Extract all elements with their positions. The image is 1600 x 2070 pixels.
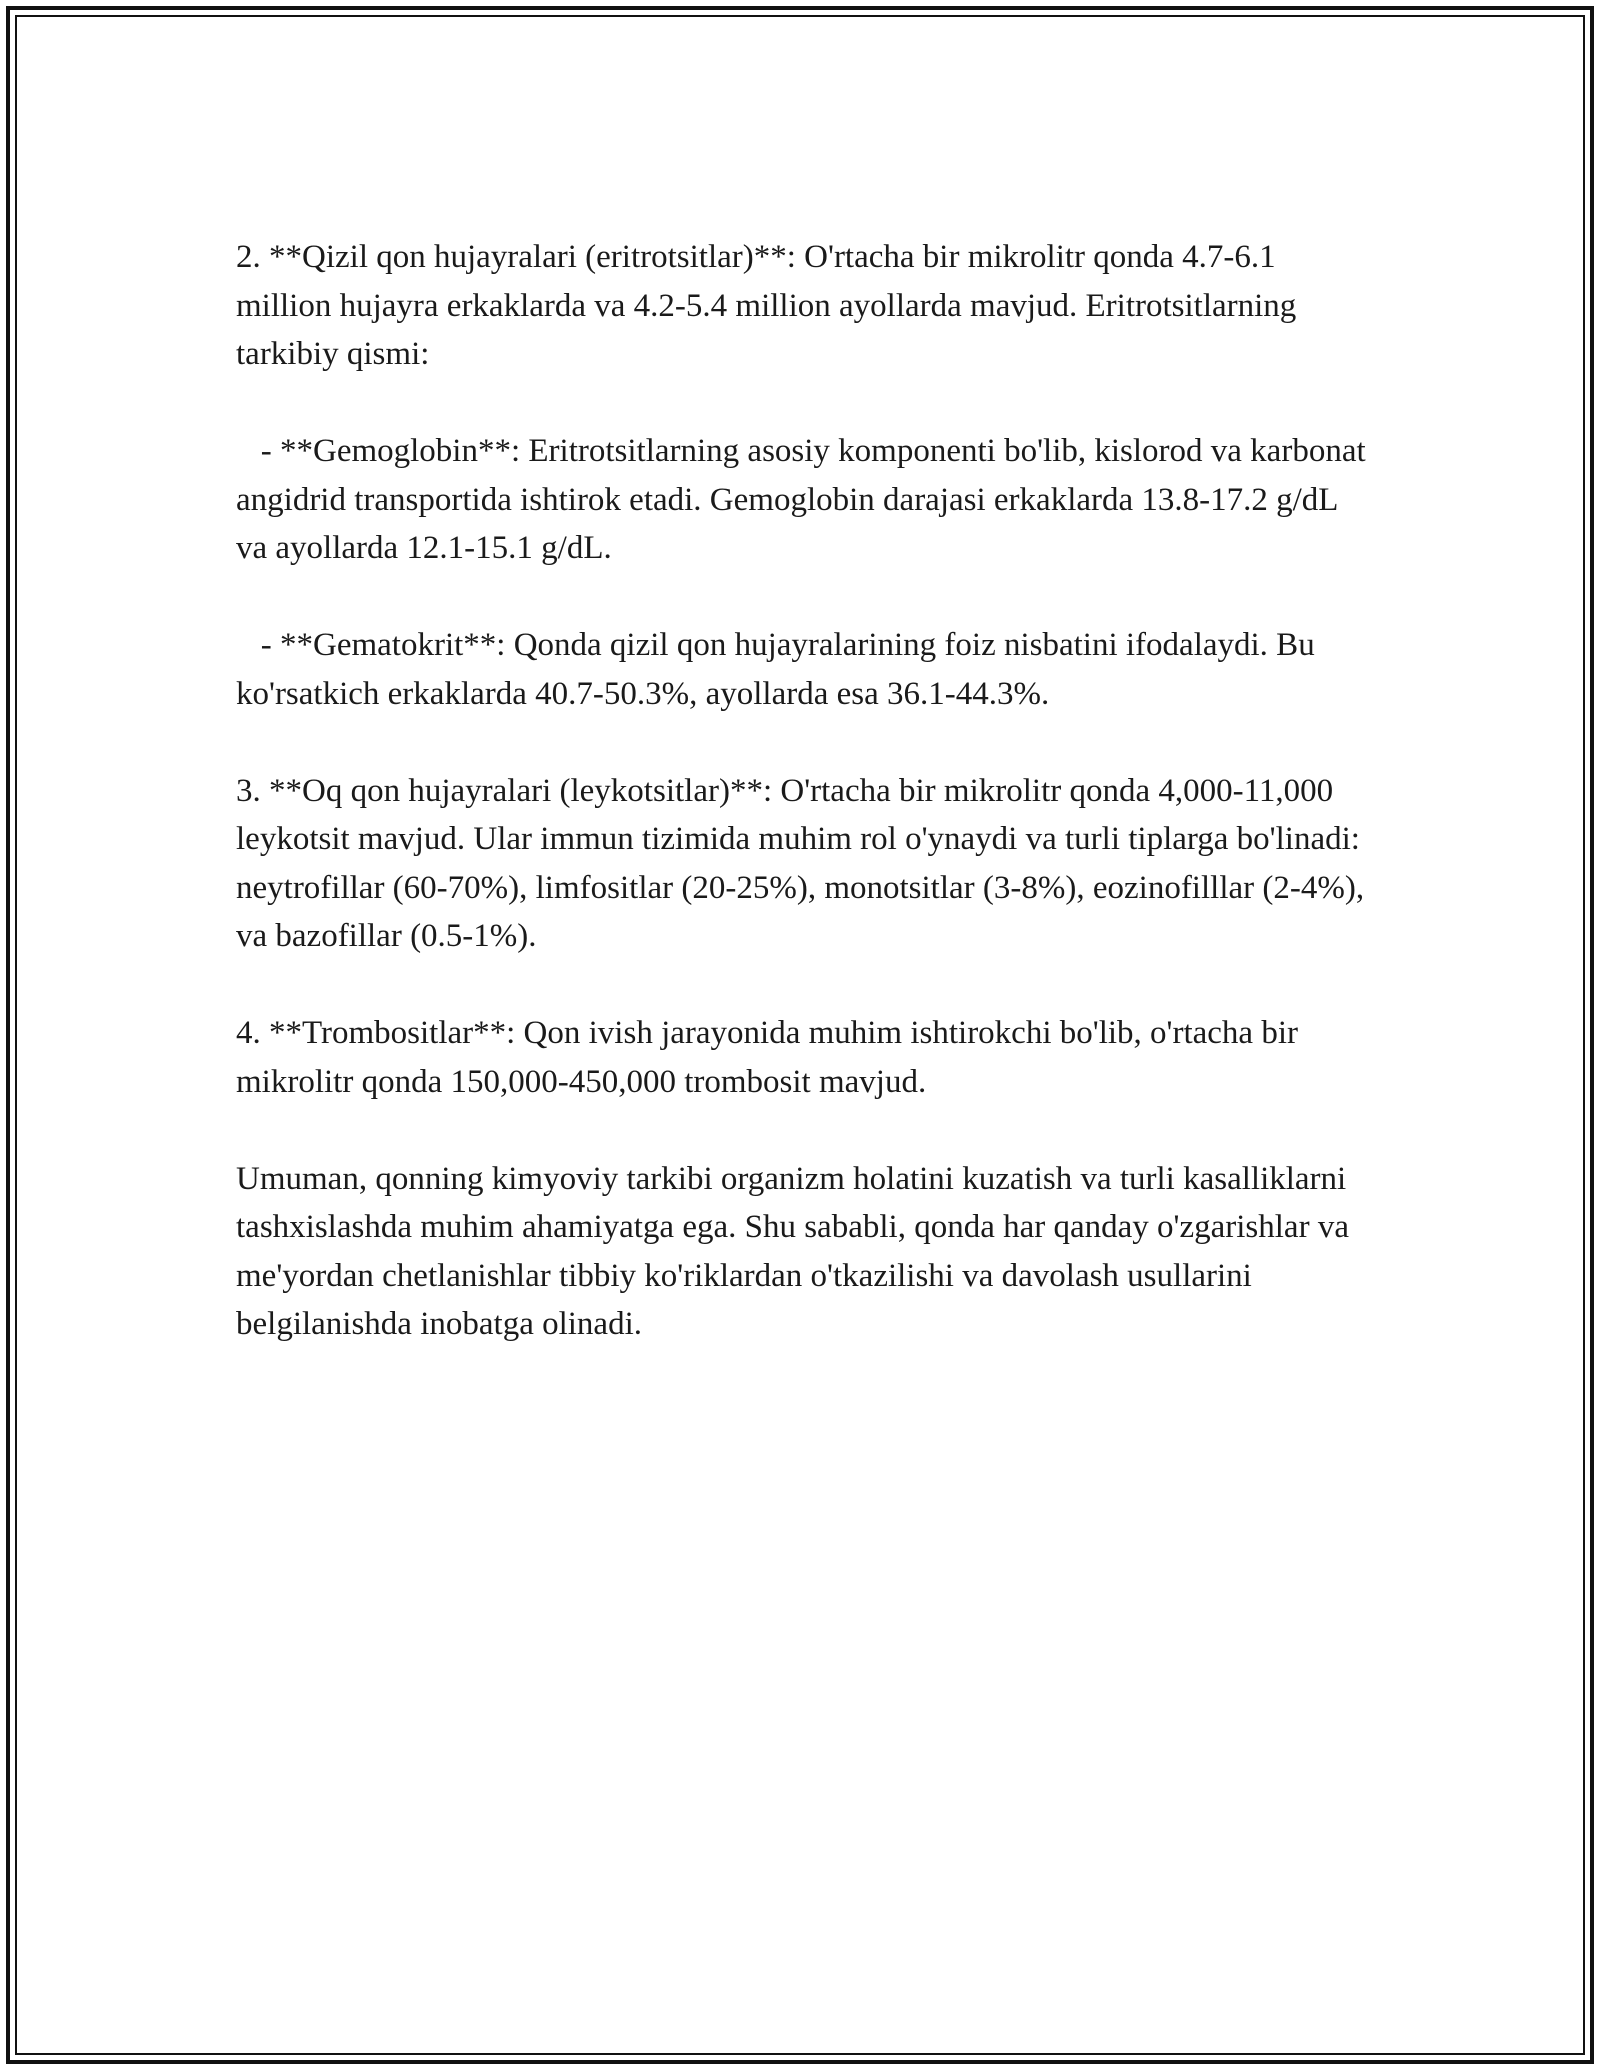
paragraph-hemoglobin: - **Gemoglobin**: Eritrotsitlarning asosiy komponenti bo'lib, kislorod va karbonat angidrid transportida ishtirok etadi. Gemoglobin darajasi erkaklarda 13.8-17.2 g/dL va ayollarda 12.1-15.1 g/dL.	[236, 433, 1374, 566]
paragraph-conclusion: Umuman, qonning kimyoviy tarkibi organizm holatini kuzatish va turli kasalliklarni tashxislashda muhim ahamiyatga ega. Shu sababli, qonda har qanday o'zgarishlar va me'yordan chetlanishlar tibbiy ko'riklardan o'tkazilishi va davolash usullarini belgilanishda inobatga olinadi.	[236, 1160, 1358, 1342]
paragraph-platelets: 4. **Trombositlar**: Qon ivish jarayonida muhim ishtirokchi bo'lib, o'rtacha bir mikrolitr qonda 150,000-450,000 trombosit mavjud.	[236, 1015, 1307, 1100]
paragraph-hematocrit: - **Gematokrit**: Qonda qizil qon hujayralarining foiz nisbatini ifodalaydi. Bu ko'rsatkich erkaklarda 40.7-50.3%, ayollarda esa 36.1-44.3%.	[236, 627, 1323, 712]
paragraph-red-blood-cells: 2. **Qizil qon hujayralari (eritrotsitlar)**: O'rtacha bir mikrolitr qonda 4.7-6.1 million hujayra erkaklarda va 4.2-5.4 million ayollarda mavjud. Eritrotsitlarning tarkibiy qismi:	[236, 239, 1305, 372]
document-body	[236, 233, 1374, 1349]
paragraph-white-blood-cells: 3. **Oq qon hujayralari (leykotsitlar)**: O'rtacha bir mikrolitr qonda 4,000-11,000 leykotsit mavjud. Ular immun tizimida muhim rol o'ynaydi va turli tiplarga bo'linadi: neytrofillar (60-70%), limfositlar (20-25%), monotsitlar (3-8%), eozinofilllar (2-4%), va bazofillar (0.5-1%).	[236, 772, 1373, 954]
